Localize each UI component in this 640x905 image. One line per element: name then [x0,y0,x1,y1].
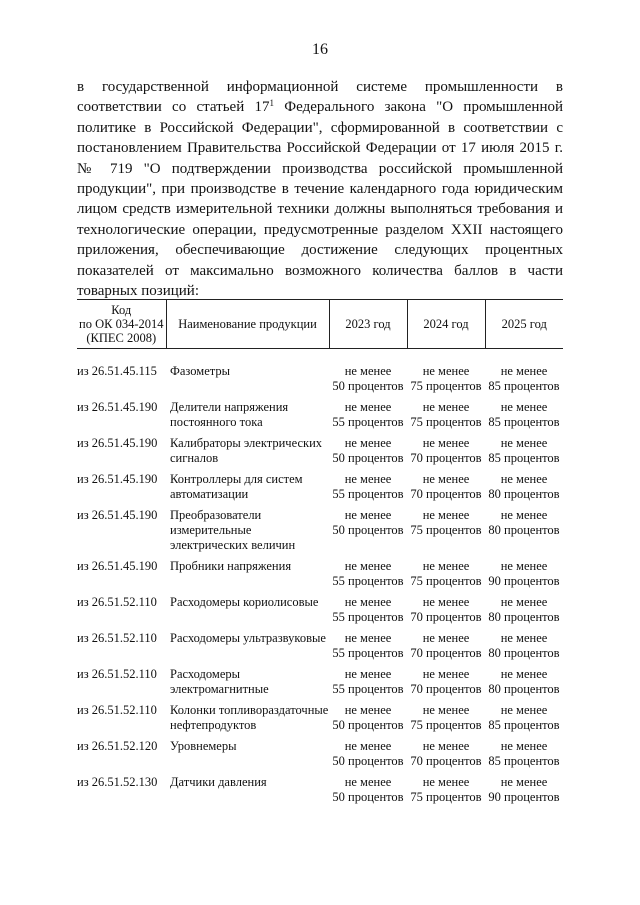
row-product-name: Делители напряжения постоянного тока [170,400,289,429]
pct-2025-value: 80 процентов [488,487,560,501]
row-2025 [485,775,563,811]
pct-2023-value: 55 процентов [332,487,404,501]
pct-2025-prefix: не менее [500,472,548,486]
pct-2024-value: 75 процентов [410,523,482,537]
row-code: из 26.51.45.190 [77,400,158,414]
pct-2024-value: 70 процентов [410,610,482,624]
header-code-line3: (КПЕС 2008) [86,331,157,345]
pct-2025-prefix: не менее [500,559,548,573]
table-row [77,739,563,775]
pct-2024-prefix: не менее [422,400,470,414]
row-2024 [407,559,485,595]
table-row [77,472,563,508]
row-code: из 26.51.52.130 [77,775,158,789]
row-code: из 26.51.52.120 [77,739,158,753]
row-2024 [407,472,485,508]
header-2024: 2024 год [407,300,485,349]
row-code: из 26.51.52.110 [77,703,157,717]
table-spacer [77,349,563,365]
table-row [77,703,563,739]
intro-text-part2: Федерального закона "О промышленной политике в Российской Федерации", сформированной в соответствии с постановлением Правительства Российской Федерации от 17 июля 2015 г. № 719 "О подтверждении производства российской промышленной продукции", при производстве в течение календарного года юридическим лицом средств измерительной техники должны выполняться требования и технологические операции, предусмотренные разделом XXII настоящего приложения, обеспечивающие достижение следующих процентных показателей от максимально возможного количества баллов в части товарных позиций: [77,99,563,300]
pct-2024-prefix: не менее [422,595,470,609]
pct-2025-value: 80 процентов [488,523,560,537]
pct-2023-prefix: не менее [344,508,392,522]
pct-2023-prefix: не менее [344,364,392,378]
pct-2025-value: 85 процентов [488,718,560,732]
pct-2025-value: 85 процентов [488,451,560,465]
table-row [77,775,563,811]
header-code [77,300,166,349]
row-2023 [329,400,407,436]
products-table-container [77,299,563,811]
row-2025 [485,739,563,775]
row-code: из 26.51.52.110 [77,631,157,645]
row-2025 [485,631,563,667]
table-body [77,349,563,812]
row-2023 [329,703,407,739]
row-product-name: Уровнемеры [170,739,237,753]
row-2025 [485,595,563,631]
table-row [77,667,563,703]
pct-2025-prefix: не менее [500,703,548,717]
row-2023 [329,775,407,811]
pct-2025-prefix: не менее [500,436,548,450]
pct-2025-value: 80 процентов [488,610,560,624]
pct-2024-prefix: не менее [422,775,470,789]
row-2024 [407,775,485,811]
table-row [77,559,563,595]
table-header-row [77,300,563,349]
row-2024 [407,436,485,472]
pct-2024-prefix: не менее [422,739,470,753]
pct-2024-value: 75 процентов [410,415,482,429]
pct-2024-value: 70 процентов [410,646,482,660]
pct-2024-prefix: не менее [422,364,470,378]
row-2024 [407,595,485,631]
row-2025 [485,667,563,703]
row-2025 [485,508,563,559]
header-2025: 2025 год [485,300,563,349]
table-row [77,436,563,472]
row-product-name: Фазометры [170,364,231,378]
pct-2023-prefix: не менее [344,703,392,717]
row-2023 [329,595,407,631]
pct-2024-prefix: не менее [422,559,470,573]
table-row [77,508,563,559]
pct-2024-value: 75 процентов [410,718,482,732]
pct-2024-prefix: не менее [422,667,470,681]
header-2023: 2023 год [329,300,407,349]
table-row [77,364,563,400]
header-code-line1: Код [111,303,132,317]
intro-superscript: 1 [269,98,275,109]
intro-paragraph [77,77,563,301]
pct-2024-value: 70 процентов [410,754,482,768]
pct-2023-value: 50 процентов [332,451,404,465]
row-product-name: Пробники напряжения [170,559,292,573]
row-2023 [329,436,407,472]
row-2023 [329,559,407,595]
row-2023 [329,667,407,703]
row-2024 [407,667,485,703]
pct-2025-prefix: не менее [500,667,548,681]
pct-2023-prefix: не менее [344,472,392,486]
pct-2025-prefix: не менее [500,775,548,789]
pct-2023-prefix: не менее [344,400,392,414]
page-number: 16 [312,41,328,58]
pct-2024-prefix: не менее [422,508,470,522]
pct-2023-prefix: не менее [344,436,392,450]
products-table [77,299,563,811]
row-2025 [485,400,563,436]
row-2025 [485,472,563,508]
row-2023 [329,508,407,559]
row-2024 [407,631,485,667]
row-2025 [485,559,563,595]
row-product-name: Датчики давления [170,775,267,789]
pct-2023-value: 55 процентов [332,574,404,588]
pct-2023-prefix: не менее [344,559,392,573]
row-code: из 26.51.45.115 [77,364,157,378]
row-code: из 26.51.52.110 [77,595,157,609]
pct-2025-value: 85 процентов [488,415,560,429]
row-product-name: Преобразователи измерительные электрических величин [170,508,296,552]
pct-2024-value: 75 процентов [410,379,482,393]
pct-2024-value: 70 процентов [410,451,482,465]
pct-2025-prefix: не менее [500,508,548,522]
row-2024 [407,508,485,559]
pct-2024-prefix: не менее [422,703,470,717]
table-row [77,631,563,667]
row-code: из 26.51.52.110 [77,667,157,681]
row-product-name: Расходомеры ультразвуковые [170,631,326,645]
pct-2024-value: 75 процентов [410,574,482,588]
pct-2025-value: 80 процентов [488,682,560,696]
table-row [77,595,563,631]
pct-2025-prefix: не менее [500,595,548,609]
pct-2025-value: 90 процентов [488,574,560,588]
row-product-name: Контроллеры для систем автоматизации [170,472,303,501]
pct-2023-prefix: не менее [344,739,392,753]
pct-2025-value: 90 процентов [488,790,560,804]
row-product-name: Калибраторы электрических сигналов [170,436,323,465]
pct-2023-value: 55 процентов [332,415,404,429]
pct-2024-value: 70 процентов [410,487,482,501]
row-2024 [407,703,485,739]
pct-2023-value: 50 процентов [332,523,404,537]
pct-2025-value: 85 процентов [488,754,560,768]
pct-2025-value: 80 процентов [488,646,560,660]
row-product-name: Расходомеры электромагнитные [170,667,269,696]
pct-2025-prefix: не менее [500,739,548,753]
pct-2024-prefix: не менее [422,472,470,486]
pct-2023-prefix: не менее [344,775,392,789]
row-2024 [407,739,485,775]
intro-text-part1: в государственной информационной системе промышленности в соответствии со статьей 17 [77,79,563,116]
row-2025 [485,703,563,739]
pct-2025-prefix: не менее [500,631,548,645]
pct-2023-prefix: не менее [344,667,392,681]
header-name: Наименование продукции [166,300,329,349]
pct-2025-prefix: не менее [500,364,548,378]
row-2025 [485,364,563,400]
pct-2023-value: 55 процентов [332,682,404,696]
pct-2023-prefix: не менее [344,595,392,609]
pct-2024-prefix: не менее [422,436,470,450]
row-code: из 26.51.45.190 [77,436,158,450]
pct-2024-value: 70 процентов [410,682,482,696]
pct-2023-prefix: не менее [344,631,392,645]
header-code-line2: по ОК 034-2014 [79,317,164,331]
row-code: из 26.51.45.190 [77,508,158,522]
pct-2023-value: 50 процентов [332,718,404,732]
row-2023 [329,472,407,508]
pct-2023-value: 50 процентов [332,790,404,804]
row-code: из 26.51.45.190 [77,472,158,486]
pct-2023-value: 50 процентов [332,754,404,768]
pct-2023-value: 55 процентов [332,610,404,624]
row-2024 [407,400,485,436]
row-2023 [329,631,407,667]
row-2024 [407,364,485,400]
row-2023 [329,364,407,400]
pct-2024-value: 75 процентов [410,790,482,804]
row-product-name: Расходомеры кориолисовые [170,595,319,609]
pct-2025-prefix: не менее [500,400,548,414]
pct-2023-value: 55 процентов [332,646,404,660]
pct-2024-prefix: не менее [422,631,470,645]
row-product-name: Колонки топливораздаточные нефтепродуктов [170,703,329,732]
row-2025 [485,436,563,472]
pct-2023-value: 50 процентов [332,379,404,393]
row-code: из 26.51.45.190 [77,559,158,573]
table-row [77,400,563,436]
pct-2025-value: 85 процентов [488,379,560,393]
row-2023 [329,739,407,775]
